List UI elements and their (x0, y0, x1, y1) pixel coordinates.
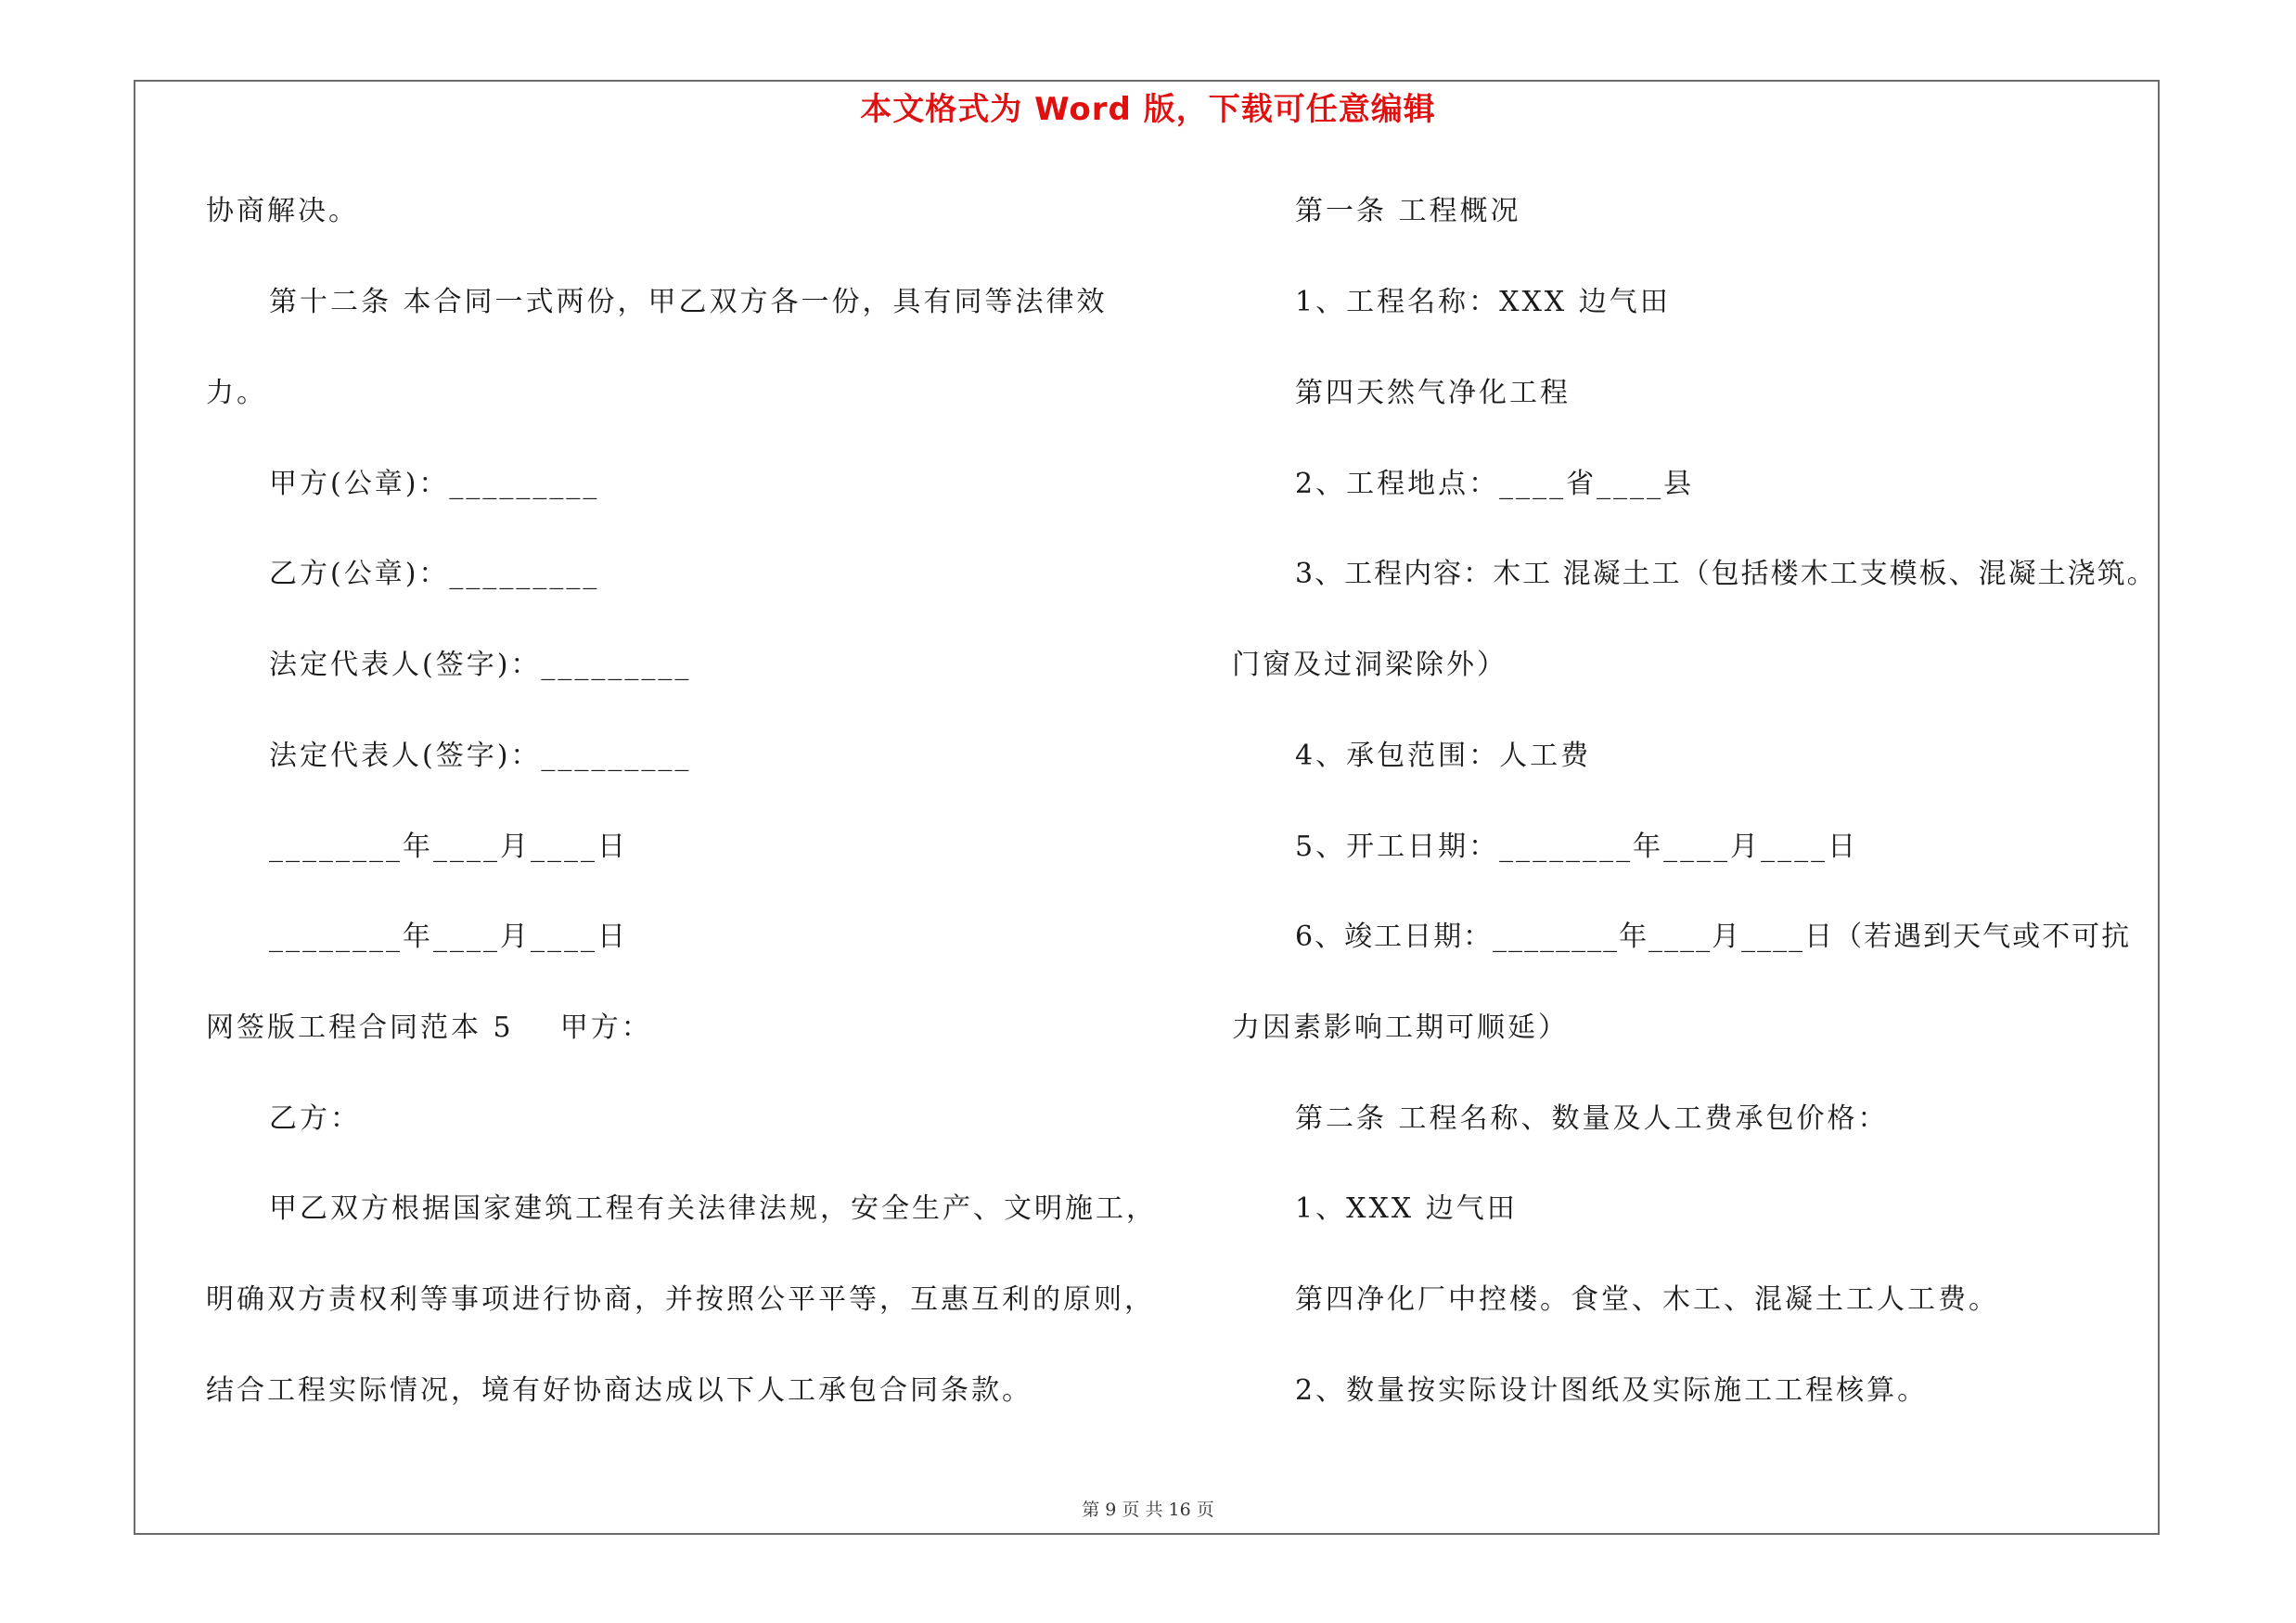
text-line: 第四净化厂中控楼。食堂、木工、混凝土工人工费。 (1295, 1283, 1999, 1316)
text-line: 第十二条 本合同一式两份，甲乙双方各一份，具有同等法律效 (269, 286, 1108, 318)
text-line: 乙方： (269, 1102, 361, 1135)
page-number-footer: 第 9 页 共 16 页 (1082, 1500, 1214, 1520)
format-banner: 本文格式为 Word 版，下载可任意编辑 (860, 91, 1436, 128)
text-line: 第四天然气净化工程 (1295, 377, 1571, 409)
text-line: ________年____月____日 (269, 921, 628, 953)
text-line: 法定代表人(签字)：_________ (269, 649, 692, 681)
text-line: 1、XXX 边气田 (1295, 1192, 1518, 1225)
text-line: 法定代表人(签字)：_________ (269, 740, 692, 772)
text-line: 协商解决。 (206, 195, 359, 227)
text-line: 力。 (206, 377, 267, 409)
text-line: 明确双方责权利等事项进行协商，并按照公平平等，互惠互利的原则， (206, 1283, 1155, 1316)
text-line: 5、开工日期：________年____月____日 (1295, 831, 1859, 863)
text-line: 门窗及过洞梁除外） (1232, 649, 1507, 681)
text-line: 网签版工程合同范本 5 甲方： (206, 1011, 652, 1044)
text-line: 第二条 工程名称、数量及人工费承包价格： (1295, 1102, 1889, 1135)
text-line: 3、工程内容：木工 混凝土工（包括楼木工支模板、混凝土浇筑。 (1295, 558, 2157, 590)
text-line: 1、工程名称：XXX 边气田 (1295, 286, 1671, 318)
text-line: 结合工程实际情况，境有好协商达成以下人工承包合同条款。 (206, 1374, 1033, 1407)
text-line: 力因素影响工期可顺延） (1232, 1011, 1569, 1044)
text-line: 2、数量按实际设计图纸及实际施工工程核算。 (1295, 1374, 1929, 1407)
text-line: 甲乙双方根据国家建筑工程有关法律法规，安全生产、文明施工， (269, 1192, 1157, 1225)
text-line: ________年____月____日 (269, 831, 628, 863)
text-line: 6、竣工日期：________年____月____日（若遇到天气或不可抗 (1295, 921, 2132, 953)
text-line: 第一条 工程概况 (1295, 195, 1521, 227)
text-line: 甲方(公章)：_________ (269, 468, 600, 500)
text-line: 2、工程地点：____省____县 (1295, 468, 1695, 500)
text-line: 乙方(公章)：_________ (269, 558, 600, 590)
text-line: 4、承包范围：人工费 (1295, 740, 1592, 772)
